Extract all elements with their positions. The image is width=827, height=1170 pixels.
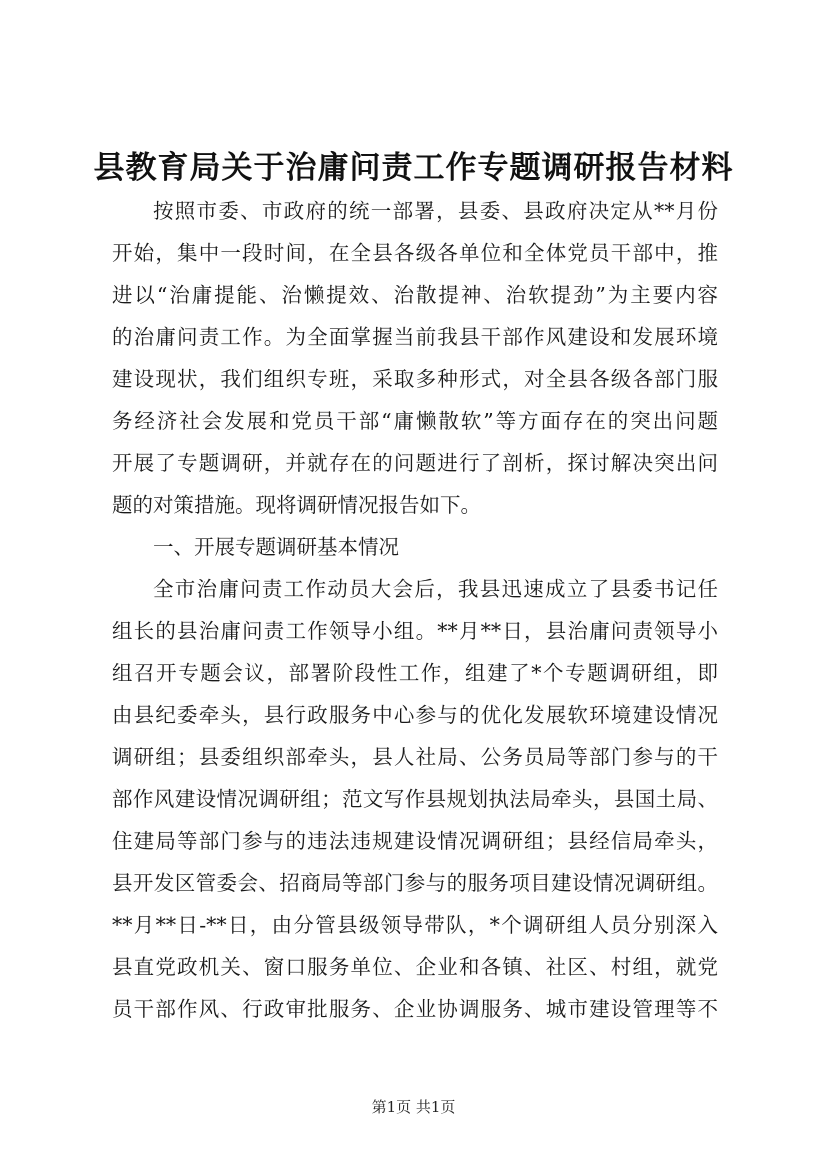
- body-line-17: 县开发区管委会、招商局等部门参与的服务项目建设情况调研组。: [112, 871, 718, 895]
- body-line-2: 开始，集中一段时间，在全县各级各单位和全体党员干部中，推: [112, 241, 718, 265]
- section-heading-1: 一、开展专题调研基本情况: [153, 535, 399, 559]
- body-line-12: 组召开专题会议，部署阶段性工作，组建了*个专题调研组，即: [112, 661, 718, 685]
- body-line-1: 按照市委、市政府的统一部署，县委、县政府决定从**月份: [153, 199, 718, 223]
- body-line-7: 开展了专题调研，并就存在的问题进行了剖析，探讨解决突出问: [112, 451, 718, 475]
- body-line-16: 住建局等部门参与的违法违规建设情况调研组；县经信局牵头，: [112, 829, 718, 853]
- document-title: 县教育局关于治庸问责工作专题调研报告材料: [93, 150, 734, 186]
- body-line-19: 县直党政机关、窗口服务单位、企业和各镇、社区、村组，就党: [112, 955, 718, 979]
- body-line-18: **月**日-**日，由分管县级领导带队，*个调研组人员分别深入: [112, 913, 718, 937]
- body-line-14: 调研组；县委组织部牵头，县人社局、公务员局等部门参与的干: [112, 745, 718, 769]
- document-body: [112, 190, 718, 1030]
- body-line-4: 的治庸问责工作。为全面掌握当前我县干部作风建设和发展环境: [112, 325, 718, 349]
- body-line-5: 建设现状，我们组织专班，采取多种形式，对全县各级各部门服: [112, 367, 718, 391]
- body-line-15: 部作风建设情况调研组；范文写作县规划执法局牵头，县国土局、: [112, 787, 718, 811]
- body-line-13: 由县纪委牵头，县行政服务中心参与的优化发展软环境建设情况: [112, 703, 718, 727]
- body-line-8: 题的对策措施。现将调研情况报告如下。: [112, 493, 481, 517]
- body-line-11: 组长的县治庸问责工作领导小组。**月**日，县治庸问责领导小: [112, 619, 718, 643]
- body-line-6: 务经济社会发展和党员干部“庸懒散软”等方面存在的突出问题: [112, 409, 718, 433]
- body-line-20: 员干部作风、行政审批服务、企业协调服务、城市建设管理等不: [112, 997, 718, 1021]
- body-line-10: 全市治庸问责工作动员大会后，我县迅速成立了县委书记任: [153, 577, 718, 601]
- body-line-3: 进以“治庸提能、治懒提效、治散提神、治软提劲”为主要内容: [112, 283, 718, 307]
- page-footer: 第1页 共1页: [371, 1098, 456, 1116]
